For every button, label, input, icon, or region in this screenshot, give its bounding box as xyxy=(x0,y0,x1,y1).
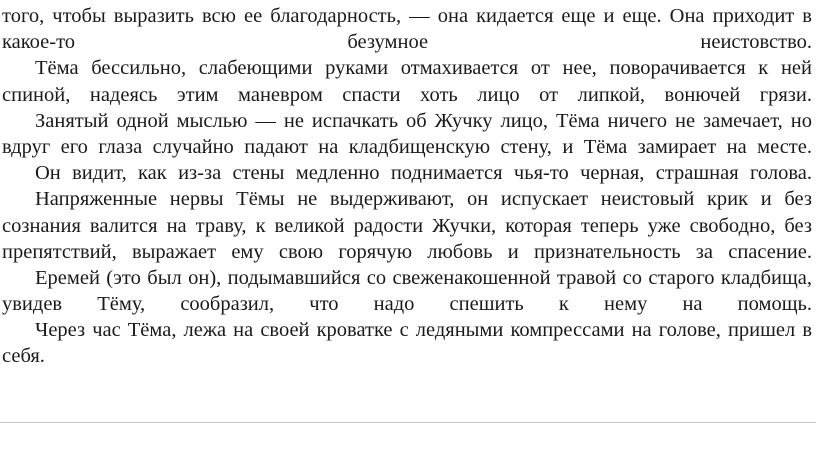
text-line: Тёма бессильно, слабеющими руками отмахивается от нее, поворачивается к ней xyxy=(35,57,812,80)
text-line: препятствий, выражает ему свою горячую любовь и признательность за спасение. xyxy=(2,240,812,263)
text-line: себя. xyxy=(2,345,45,368)
text-line: Напряженные нервы Тёмы не выдерживают, он испускает неистовый крик и без xyxy=(35,188,812,211)
text-line: Занятый одной мыслью — не испачкать об Жучку лицо, Тёма ничего не замечает, но xyxy=(35,109,812,132)
text-line: Еремей (это был он), подымавшийся со свеженакошенной травой со старого кладбища, xyxy=(35,266,812,289)
text-line: спиной, надеясь этим маневром спасти хоть лицо от липкой, вонючей грязи. xyxy=(2,83,812,106)
text-line: Он видит, как из-за стены медленно поднимается чья-то черная, страшная голова. xyxy=(35,162,812,185)
text-line: вдруг его глаза случайно падают на кладбищенскую стену, и Тёма замирает на месте. xyxy=(2,135,812,158)
text-line: того, чтобы выразить всю ее благодарность, — она кидается еще и еще. Она приходит в xyxy=(2,5,812,27)
text-line: Через час Тёма, лежа на своей кроватке с ледяными компрессами на голове, пришел в xyxy=(35,319,812,342)
document-body xyxy=(2,3,812,370)
text-line: какое-то безумное неистовство. xyxy=(2,31,812,54)
text-line: сознания валится на траву, к великой радости Жучки, которая теперь уже свободно, без xyxy=(2,214,812,237)
text-line: увидев Тёму, сообразил, что надо спешить к нему на помощь. xyxy=(2,293,812,316)
page-divider xyxy=(0,422,816,423)
